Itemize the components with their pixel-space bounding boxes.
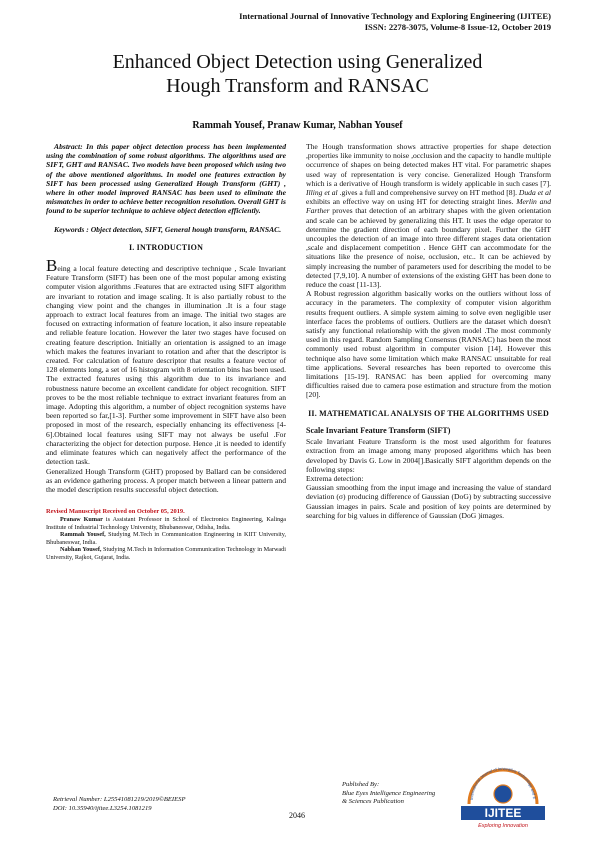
aff1-name: Pranaw Kumar bbox=[60, 516, 103, 524]
footer-left bbox=[53, 796, 185, 813]
affiliation-2 bbox=[46, 531, 286, 546]
publisher-info bbox=[342, 781, 435, 807]
received-note: Revised Manuscript Received on October 05, 2019. bbox=[46, 508, 185, 516]
section-heading-math: II. MATHEMATICAL ANALYSIS OF THE ALGORITHMS USED bbox=[308, 408, 549, 418]
right-paragraph-4: Extrema detection: bbox=[306, 473, 364, 483]
abstract-label: Abstract bbox=[54, 142, 81, 151]
aff2-text: Studying M.Tech in Communication Engineering in KIIT University, Bhubaneswar, India. bbox=[46, 531, 286, 546]
ijitee-logo bbox=[455, 760, 551, 832]
title-line-1: Enhanced Object Detection using Generalized bbox=[112, 51, 483, 73]
left-column bbox=[46, 142, 286, 562]
right-paragraph-2: A Robust regression algorithm basically works on the outliers without loss of accuracy in the parameters. The complexity of computer vision algorithm results frequent outliers. A simple system aiming to solve even negligible user interface faces the problems of outliers. Outliers are the dataset which doesn't satisfy any functional relationship with the given model .The most commonly used in this regard. Random Sampling Consensus (RANSAC) has been the most commonly used robust algorithm in computer vision [14]. However this technique also have some limitation which make RANSAC unsuitable for real time applications. Several researches has been reported to overcome this limitations [15-19]. RANSAC has been applied for overcoming many difficulties raised due to camera pose estimation and structure from the motion [20]. bbox=[306, 289, 551, 400]
title-line-2: Hough Transform and RANSAC bbox=[166, 75, 429, 97]
retrieval-number: Retrieval Number: L25541081219/2019©BEIESP bbox=[53, 796, 186, 803]
logo-ring-text: International Journal of Innovative Technology and E bbox=[468, 765, 538, 801]
publisher-line-1: Blue Eyes Intelligence Engineering bbox=[342, 789, 436, 797]
intro-text-1: eing a local feature detecting and descriptive technique , Scale Invariant Feature Transform (SIFT) has been one of the most popular among existing computer vision algorithms .Features that are extracted using SIFT algorithm are invariant to rotation and image scaling. It is also partially robust to the changing view point and the changes in illumination .It is a four stage approach to extract local features from an image. The initial two stages are focused on extracting information of feature location, it also insure repeatable and reliable feature location. However the later two stages have focused on creating feature description. Initially an orientation is assigned to an image which makes the features invariant to rotation and after that the descriptor is created. For calculation of feature descriptor that results a feature vector of 128 elements long, a set of 16 histogram with 8 orientation bins has been used. The extracted features using this algorithm due to its invariance and robustness nature become an excellent candidate for object recognition. SIFT proves to be the most reliable technique to extract invariant features from an image. Adopting this algorithm, a number of object recognition systems have been reported so far,[1-3]. Further some improvement in SIFT have also been proposed in most of the research, especially enhancing its effectiveness [4-6].Obtained local features using SIFT may not always be useful .For characterizing the object for detection purpose. Hence ,it is needed to identify and eliminate features which can negatively affect the performance of the detection task. bbox=[46, 264, 286, 467]
page-number: 2046 bbox=[289, 811, 305, 820]
published-label: Published By: bbox=[342, 781, 380, 788]
abstract bbox=[46, 142, 286, 216]
p1-merlin: Merlin and Farther bbox=[306, 197, 551, 216]
aff3-text: Studying M.Tech in Information Communication Technology in Marwadi University, Rajkot, Gujarat, India. bbox=[46, 546, 286, 562]
affiliation-1 bbox=[46, 516, 286, 531]
p1-text-c: exhibits an effective way on using HT for detecting straight lines. bbox=[306, 197, 514, 207]
logo-graphic bbox=[455, 760, 551, 832]
right-paragraph-5: Gaussian smoothing from the input image and increasing the value of standard deviation (σ) producing difference of Gaussian (DoG) by subtracting successive Gaussian images in pairs. Scale and position of key points are determined by searching for big values in difference of Gaussian (DoG )images. bbox=[306, 483, 551, 520]
journal-header bbox=[239, 11, 551, 33]
p1-text-a: The Hough transformation shows attractive properties for shape detection ,properties like immunity to noise ,occlusion and the capacity to handle multiple occurrence of shapes on being detected makes HT vital. For parametric shapes used way of representation is very concise. Generalized Hough Transform which is a derivative of Hough transform is widely applicable in such cases [7]. bbox=[306, 142, 551, 188]
intro-paragraph-2: Generalized Hough Transform (GHT) proposed by Ballard can be considered as an evidence gathering process. A proper match between a linear pattern and the model description results successful object detection. bbox=[46, 466, 286, 494]
aff2-name: Rammah Yousef, bbox=[60, 531, 106, 539]
p1-text-b: .gives a full and comprehensive survey on HT method [8]. bbox=[337, 188, 517, 198]
journal-issn: ISSN: 2278-3075, Volume-8 Issue-12, October 2019 bbox=[364, 22, 551, 32]
aff3-name: Nabhan Yousef, bbox=[60, 546, 102, 554]
p1-text-d: proves that detection of an arbitrary shapes with the given orientation and scale can be achieved by generalizing this HT. It uses the edge operator to determine the gradient direction of each boundary pixel. Further the GHT uncouples the detection of an image into three different stages data orientation ,scale and displacement competition . Hence GHT can accommodate for the situations like the presence of noise, occlusion, etc.. It can be achieved by simply increasing the number of parameters used for describing the model to be detected [7,9,10]. A number of extensions of the existing GHT has been done to reduce the coast [11-13]. bbox=[306, 206, 551, 290]
publisher-line-2: & Sciences Publication bbox=[342, 798, 404, 806]
affiliation-3 bbox=[46, 546, 286, 561]
doi: DOI: 10.35940/ijitee.L3254.1081219 bbox=[53, 804, 152, 812]
keywords: Keywords : Object detection, SIFT, General hough transform, RANSAC. bbox=[54, 224, 282, 234]
aff1-text: is Assistant Professor in School of Electronics Engineering, Kalinga Institute of Industrial Technology University, Bhubaneswar, Odisha, India. bbox=[46, 516, 286, 531]
logo-name: IJITEE bbox=[484, 806, 522, 820]
right-paragraph-3: Scale Invariant Feature Transform is the most used algorithm for features extraction from an image among many proposed algorithms which has been developed by Davis G. Low in 2004[].Basically SIFT algorithm depends on the following steps: bbox=[306, 437, 551, 474]
section-heading-introduction: I. INTRODUCTION bbox=[128, 242, 204, 252]
p1-duda: Duda et al bbox=[518, 188, 551, 198]
authors: Rammah Yousef, Pranaw Kumar, Nabhan Yousef bbox=[192, 120, 403, 131]
drop-cap: B bbox=[46, 256, 58, 276]
intro-paragraph-1 bbox=[46, 256, 286, 467]
paper-title bbox=[40, 50, 555, 98]
right-paragraph-1 bbox=[306, 142, 551, 289]
p1-illing: Illing et al bbox=[306, 188, 338, 198]
journal-name: International Journal of Innovative Technology and Exploring Engineering (IJITEE) bbox=[239, 11, 551, 21]
abstract-text: : In this paper object detection process has been implemented using the combination of some robust algorithms. The algorithms used are SIFT, GHT and RANSAC. Two models have been proposed which using two of the above mentioned algorithms. In model one features extraction by SIFT has been processed using Generalized Hough Transform (GHT) , where in other model improved RANSAC has been used to eliminate the mismatches in order to achieve better recognition resolution. Overall GHT is found to be superior technique to achieve object detection efficiently. bbox=[46, 142, 286, 216]
right-column bbox=[306, 142, 551, 520]
logo-tagline: Exploring Innovation bbox=[478, 823, 528, 829]
subheading-sift: Scale Invariant Feature Transform (SIFT) bbox=[306, 425, 451, 435]
